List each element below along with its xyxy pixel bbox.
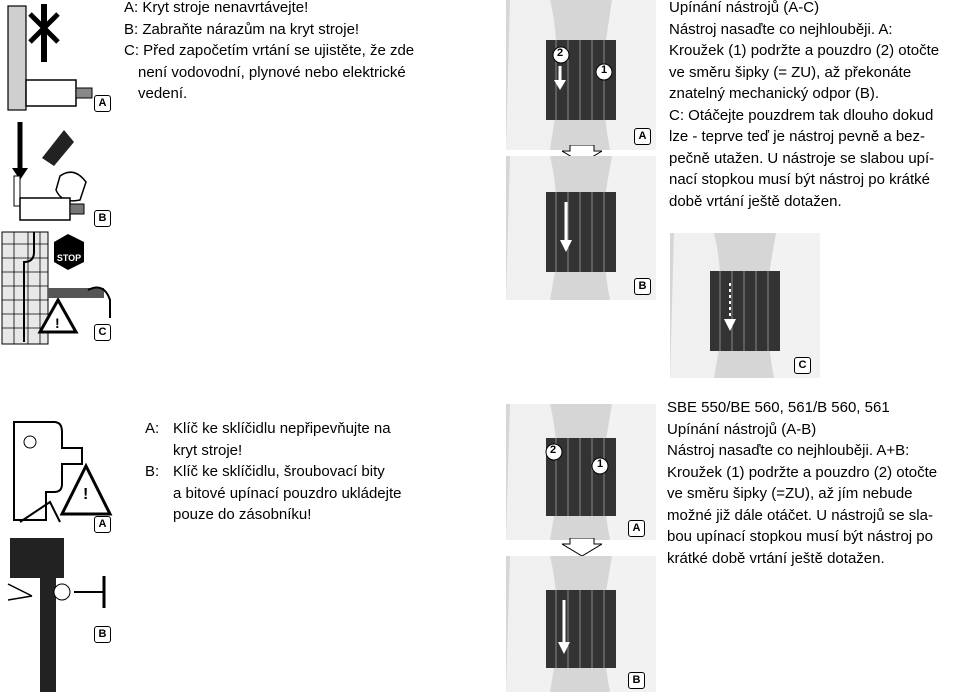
label-b-badge: B: [94, 626, 111, 643]
photo-chuck-a-bottom: [506, 404, 656, 540]
label-b-badge: B: [634, 278, 651, 295]
arrow-down-icon: [562, 538, 602, 558]
instruction-c-line1: C: Před započetím vrtání se ujistěte, že zde: [124, 42, 415, 59]
text-line: Kroužek (1) podržte a pouzdro (2) otočte: [667, 463, 938, 481]
item-a-label: A:: [145, 420, 160, 437]
text-line: možné již dále otáčet. U nástrojů se sla-: [667, 506, 933, 524]
label-a-badge: A: [634, 128, 651, 145]
label-c-badge: C: [94, 324, 111, 341]
label-one: 1: [601, 64, 608, 76]
instruction-c-line3: vedení.: [138, 85, 188, 102]
text-line: Nástroj nasaďte co nejhlouběji. A:: [669, 20, 893, 38]
label-b-badge: B: [94, 210, 111, 227]
text-line: době vrtání ještě dotažen.: [669, 192, 842, 210]
text-line: bou upínací stopkou musí být nástroj po: [667, 528, 933, 545]
label-c-badge: C: [794, 357, 811, 374]
text-line: krátké době vrtání ještě dotažen.: [667, 549, 885, 567]
text-line: Nástroj nasaďte co nejhlouběji. A+B:: [667, 442, 910, 459]
warning-mark: !: [83, 486, 89, 503]
item-b-text-cont: pouze do zásobníku!: [173, 506, 312, 523]
text-line: ve směru šipky (=ZU), až jím nebude: [667, 485, 913, 502]
figure-check-hidden-lines: [0, 230, 116, 346]
chuck-key-icon: [0, 536, 116, 692]
figure-no-impact-housing: [0, 116, 116, 230]
item-b-label: B:: [145, 463, 160, 480]
text-line: pečně utažen. U nástroje se slabou upí-: [669, 149, 935, 167]
heading-chucking: Upínání nástrojů (A-B): [667, 420, 817, 438]
figure-chuck-key-no-attach: [0, 412, 116, 536]
photo-chuck-c: [670, 233, 820, 378]
figure-chuck-key-storage: [0, 536, 116, 692]
text-line: C: Otáčejte pouzdrem tak dlouho dokud: [669, 106, 934, 124]
label-a-badge: A: [628, 520, 645, 537]
item-b-text-cont: a bitové upínací pouzdro ukládejte: [173, 484, 402, 502]
top-right-instructions: [669, 0, 939, 212]
label-b-badge: B: [628, 672, 645, 689]
label-a-badge: A: [94, 95, 111, 112]
warning-mark: !: [55, 315, 60, 331]
photo-chuck-b-bottom: [506, 556, 656, 692]
text-line: ve směru šipky (= ZU), až překonáte: [669, 63, 912, 81]
text-line: znatelný mechanický odpor (B).: [669, 85, 880, 102]
label-a-badge: A: [94, 516, 111, 533]
model-list: SBE 550/BE 560, 561/B 560, 561: [667, 399, 890, 416]
label-two: 2: [557, 47, 564, 59]
label-two: 2: [550, 444, 557, 456]
photo-chuck-b-top: [506, 156, 656, 300]
photo-chuck-a-top: [506, 0, 656, 150]
stop-sign-label: STOP: [56, 253, 82, 263]
text-line: Kroužek (1) podržte a pouzdro (2) otočte: [669, 42, 940, 59]
top-left-instructions: [124, 0, 414, 105]
text-line: nací stopkou musí být nástroj po krátké: [669, 171, 930, 188]
text-line: lze - teprve teď je nástroj pevně a bez-: [669, 128, 926, 145]
instruction-b: B: Zabraňte nárazům na kryt stroje!: [124, 20, 360, 38]
heading-chucking: Upínání nástrojů (A-C): [669, 0, 820, 16]
hand-icon: [506, 0, 656, 150]
bottom-right-instructions: [667, 397, 937, 569]
item-a-text-cont: kryt stroje!: [173, 441, 243, 459]
figure-no-drilling-housing: [0, 0, 116, 116]
item-a-text: Klíč ke sklíčidlu nepřipevňujte na: [173, 420, 391, 437]
label-one: 1: [597, 458, 604, 470]
bottom-left-instructions: [145, 418, 402, 526]
instruction-a: A: Kryt stroje nenavrtávejte!: [124, 0, 309, 16]
item-b-text: Klíč ke sklíčidlu, šroubovací bity: [173, 463, 385, 480]
instruction-c-line2: není vodovodní, plynové nebo elektrické: [138, 63, 406, 81]
